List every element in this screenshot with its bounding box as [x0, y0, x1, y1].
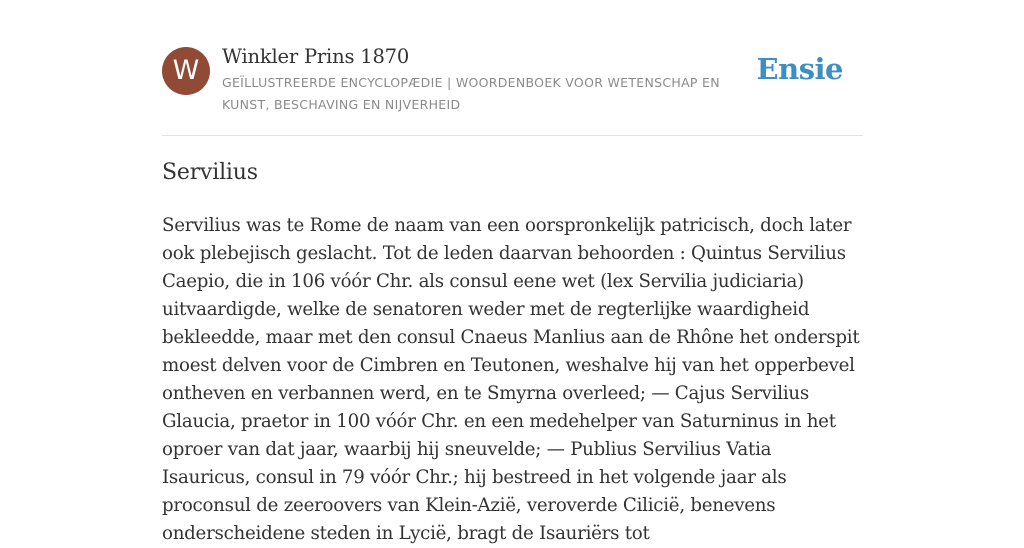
content-container: [162, 0, 863, 544]
brand-logo-link[interactable]: Ensie: [756, 52, 843, 86]
entry-body: Servilius was te Rome de naam van een oorspronkelijk patricisch, doch later ook plebejisch geslacht. Tot de leden daarvan behoorden : Quintus Servilius Caepio, die in 106 vóór Chr. als consul eene wet (lex Servilia judiciaria) uitvaardigde, welke de senatoren weder met de regterlijke waardigheid bekleedde, maar met den consul Cnaeus Manlius aan de Rhône het onderspit moest delven voor de Cimbren en Teutonen, weshalve hij van het opperbevel ontheven en verbannen werd, en te Smyrna overleed; — Cajus Servilius Glaucia, praetor in 100 vóór Chr. en een medehelper van Saturninus in het oproer van dat jaar, waarbij hij sneuvelde; — Publius Servilius Vatia Isauricus, consul in 79 vóór Chr.; hij bestreed in het volgende jaar als proconsul de zeeroovers van Klein-Azië, veroverde Cilicië, benevens onderscheidene steden in Lycië, bragt de Isauriërs tot: [162, 215, 860, 544]
site-subtitle: GEÏLLUSTREERDE ENCYCLOPÆDIE | WOORDENBOEK VOOR WETENSCHAP EN KUNST, BESCHAVING EN NIJVERHEID: [222, 75, 720, 112]
entry-title: Servilius: [162, 160, 258, 185]
avatar[interactable]: W: [162, 47, 210, 95]
site-title[interactable]: Winkler Prins 1870: [222, 45, 410, 68]
site-header: [162, 0, 863, 136]
